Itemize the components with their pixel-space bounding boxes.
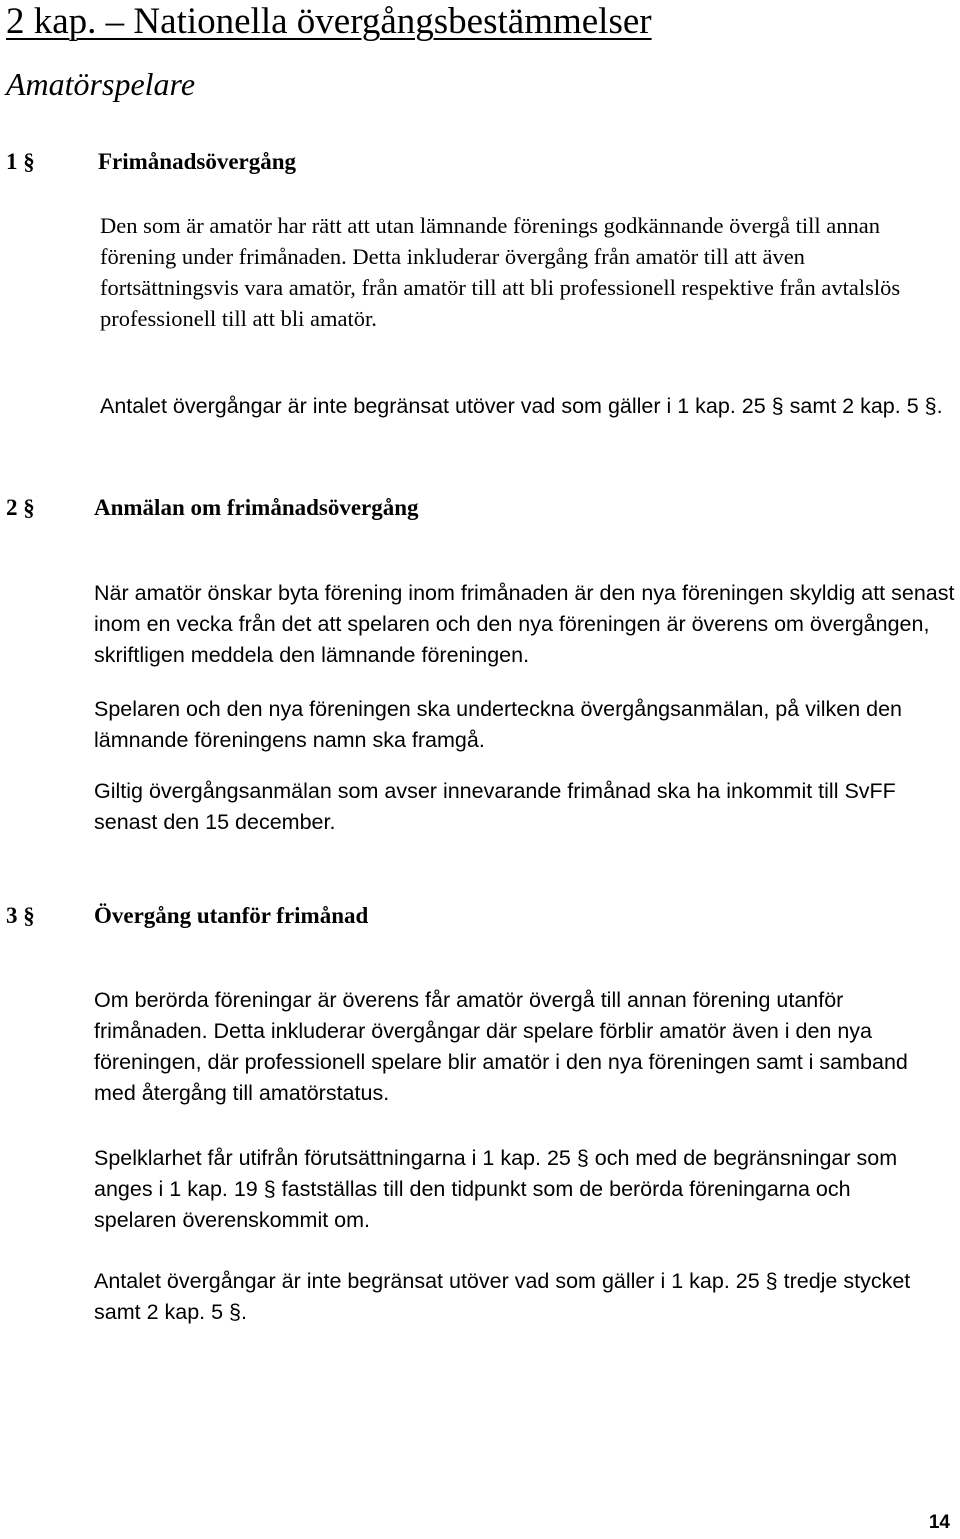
section-1-title: Frimånadsövergång — [98, 149, 297, 174]
section-3-number: 3 § — [6, 903, 35, 928]
section-1-heading — [0, 147, 960, 177]
section-2-paragraph-3: Giltig övergångsanmälan som avser innevarande frimånad ska ha inkommit till SvFF senast den 15 december. — [94, 778, 896, 834]
page-number: 14 — [928, 1512, 950, 1533]
section-2-number: 2 § — [6, 495, 35, 520]
section-3-heading — [0, 901, 960, 931]
chapter-title: 2 kap. – Nationella övergångsbestämmelser — [6, 1, 652, 42]
section-2-paragraph-2: Spelaren och den nya föreningen ska underteckna övergångsanmälan, på vilken den lämnande föreningens namn ska framgå. — [94, 696, 903, 752]
section-2-heading — [0, 493, 960, 523]
section-3-paragraph-3: Antalet övergångar är inte begränsat utöver vad som gäller i 1 kap. 25 § tredje stycket samt 2 kap. 5 §. — [94, 1268, 911, 1324]
section-2-paragraph-1: När amatör önskar byta förening inom frimånaden är den nya föreningen skyldig att senast inom en vecka från det att spelaren och den nya föreningen är överens om övergången, skriftligen meddela den lämnande föreningen. — [94, 580, 955, 667]
section-3-title: Övergång utanför frimånad — [94, 903, 369, 928]
section-3-paragraph-1: Om berörda föreningar är överens får amatör övergå till annan förening utanför frimånaden. Detta inkluderar övergångar där spelare förblir amatör även i den nya föreningen, där professionell spelare blir amatör i den nya föreningen samt i samband med återgång till amatörstatus. — [94, 987, 908, 1105]
section-1-paragraph-1: Den som är amatör har rätt att utan lämnande förenings godkännande övergå till annan förening under frimånaden. Detta inkluderar övergång från amatör till att även fortsättningsvis vara amatör, från amatör till att bli professionell respektive från avtalslös professionell till att bli amatör. — [100, 213, 901, 331]
section-1-paragraph-2: Antalet övergångar är inte begränsat utöver vad som gäller i 1 kap. 25 § samt 2 kap. 5 §. — [100, 393, 943, 418]
section-subtitle: Amatörspelare — [6, 66, 196, 102]
section-1-number: 1 § — [6, 149, 35, 174]
section-2-title: Anmälan om frimånadsövergång — [94, 495, 419, 520]
section-3-paragraph-2: Spelklarhet får utifrån förutsättningarna i 1 kap. 25 § och med de begränsningar som anges i 1 kap. 19 § fastställas till den tidpunkt som de berörda föreningarna och spelaren överenskommit om. — [94, 1145, 898, 1232]
